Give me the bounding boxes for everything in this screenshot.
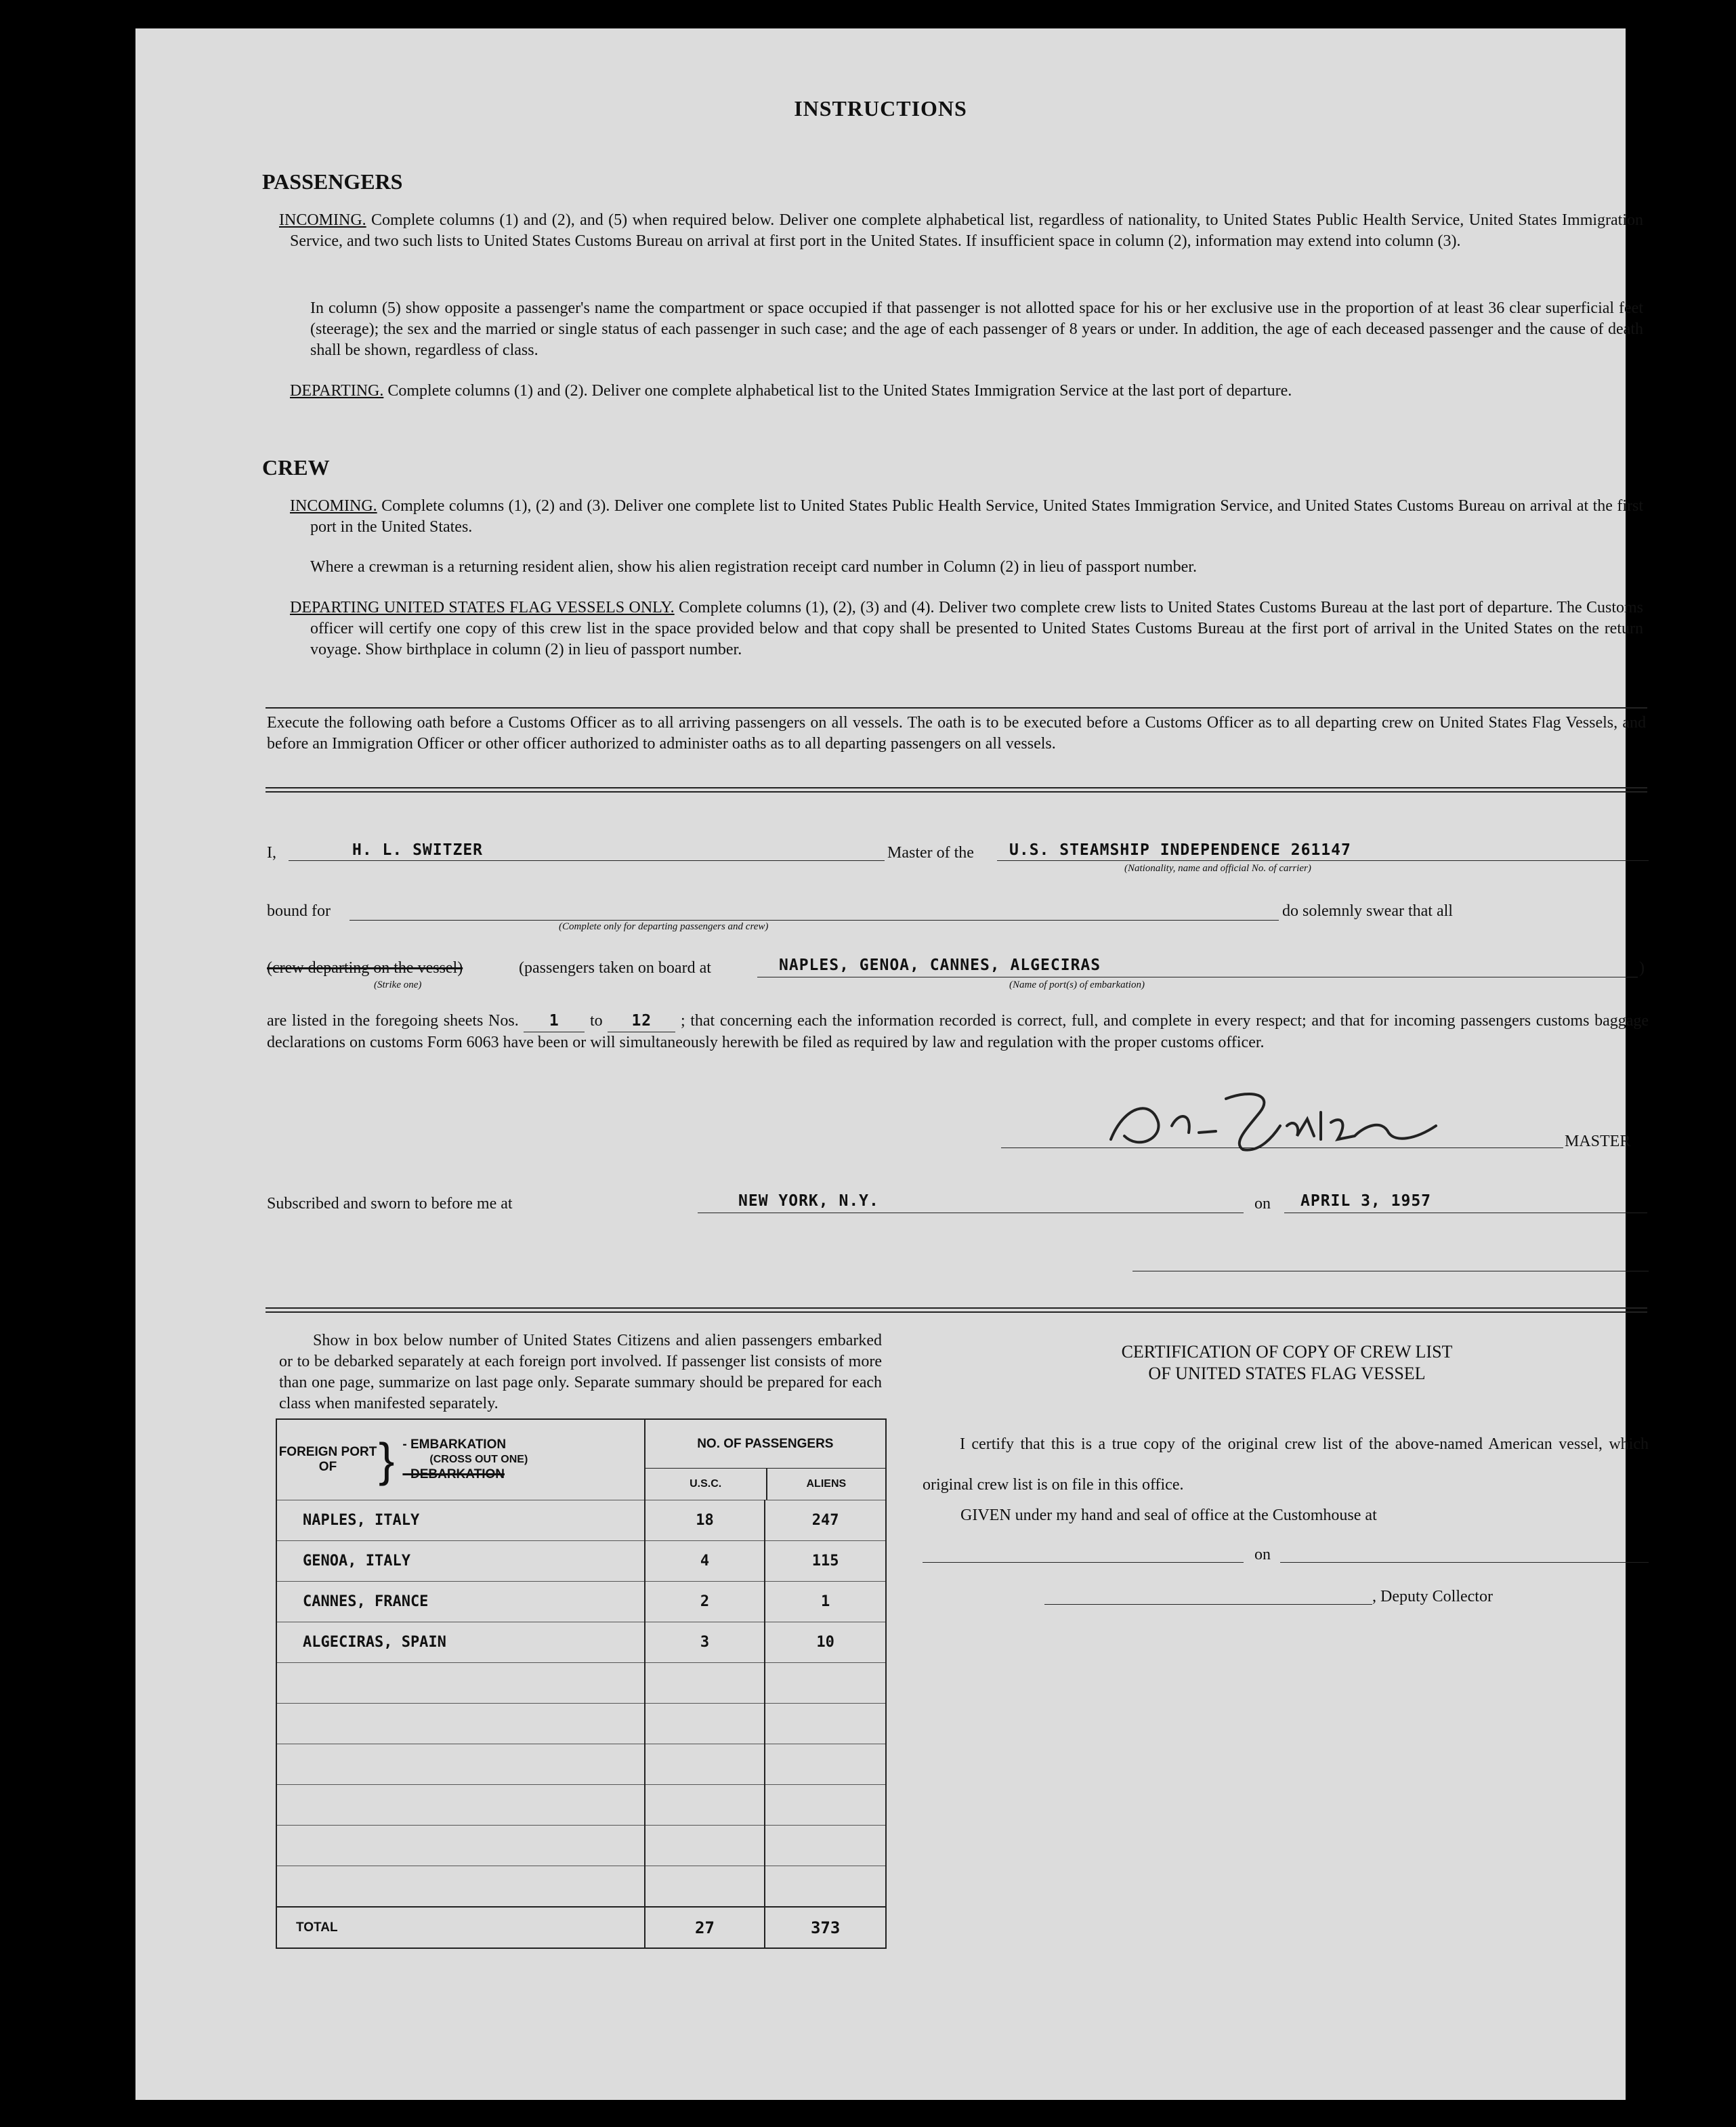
to-label: to [589, 1012, 603, 1030]
summary-instructions: Show in box below number of United States Citizens and alien passengers embarked or to be debarked separately at each foreign port involved. If passenger list consists of more than one page, summarize on last page only. Separate summary should be prepared for each class when manifested separately. [279, 1332, 882, 1412]
foreign-port-header [276, 1419, 645, 1500]
vessel-caption: (Nationality, name and official No. of carrier) [1124, 863, 1311, 874]
passengers-taken-label: (passengers taken on board at [519, 959, 711, 977]
usc-cell[interactable]: 2 [645, 1582, 765, 1622]
passengers-incoming-text: Complete columns (1) and (2), and (5) when required below. Deliver one complete alphabetical list, regardless of nationality, to United States Public Health Service, United States Immigration Service, and two such lists to United States Customs Bureau on arrival at first port in the United States. If insufficient space in column (2), information may extend into column (3). [290, 211, 1644, 250]
master-signature [1097, 1085, 1504, 1160]
aliens-cell[interactable]: 10 [765, 1622, 886, 1663]
usc-cell[interactable]: 3 [645, 1622, 765, 1663]
table-row [276, 1582, 886, 1622]
vessel-field[interactable]: U.S. STEAMSHIP INDEPENDENCE 261147 [1009, 841, 1351, 859]
port-cell[interactable]: NAPLES, ITALY [276, 1500, 645, 1541]
master-name-line [289, 860, 885, 861]
deputy-signature-line[interactable] [1044, 1604, 1372, 1605]
date-field[interactable]: APRIL 3, 1957 [1300, 1192, 1432, 1210]
usc-cell[interactable] [645, 1704, 765, 1744]
table-row [276, 1866, 886, 1908]
passengers-heading: PASSENGERS [262, 169, 403, 194]
table-row [276, 1826, 886, 1866]
port-cell[interactable] [276, 1866, 645, 1908]
table-row [276, 1744, 886, 1785]
table-row [276, 1704, 886, 1744]
certification-title [1016, 1341, 1558, 1385]
bound-for-caption: (Complete only for departing passengers and crew) [559, 921, 769, 932]
crew-departing-paragraph [290, 597, 1644, 660]
place-field[interactable]: NEW YORK, N.Y. [738, 1192, 879, 1210]
summary-header-row [276, 1419, 886, 1500]
passengers-departing-label: DEPARTING. [290, 382, 384, 400]
oath-intro-paragraph: Execute the following oath before a Customs Officer as to all arriving passengers on all vessels. The oath is to be executed before a Customs Officer as to all departing crew on United States Flag Vessels, and before an Immigration Officer or other officer authorized to administer oaths as to all departing passengers on all vessels. [267, 714, 1646, 753]
listed-paragraph [267, 1011, 1649, 1053]
certification-title-line1: CERTIFICATION OF COPY OF CREW LIST [1121, 1342, 1453, 1362]
close-paren: ) [1639, 959, 1645, 977]
sheet-to-field[interactable]: 12 [608, 1011, 675, 1032]
cross-out-note: (CROSS OUT ONE) [429, 1454, 528, 1465]
aliens-cell[interactable] [765, 1866, 886, 1908]
crew-departing-text: Complete columns (1), (2), (3) and (4). Deliver two complete crew lists to United States Customs Bureau at the last port of departure. The Customs officer will certify one copy of this crew list in the space provided below and that copy shall be presented to United States Customs Bureau at the first port of arrival in the United States on the return voyage. Show birthplace in column (2) in lieu of passport number. [310, 599, 1644, 658]
sheet-from-field[interactable]: 1 [524, 1011, 585, 1032]
vessel-line [997, 860, 1649, 861]
on-label: on [1254, 1195, 1271, 1213]
embarkation-option: - EMBARKATION [402, 1437, 507, 1452]
port-cell[interactable] [276, 1785, 645, 1826]
port-cell[interactable] [276, 1704, 645, 1744]
table-row [276, 1622, 886, 1663]
form-page [135, 28, 1649, 2100]
port-cell[interactable] [276, 1663, 645, 1704]
divider [266, 707, 1647, 709]
aliens-cell[interactable]: 247 [765, 1500, 886, 1541]
double-divider [266, 787, 1647, 793]
crew-incoming-label: INCOMING. [290, 497, 377, 515]
total-aliens[interactable]: 373 [765, 1907, 886, 1948]
port-cell[interactable]: ALGECIRAS, SPAIN [276, 1622, 645, 1663]
page-title: INSTRUCTIONS [794, 96, 967, 121]
cert-on-label: on [1254, 1546, 1271, 1563]
aliens-cell[interactable] [765, 1663, 886, 1704]
cert-date-line[interactable] [1280, 1562, 1649, 1563]
usc-cell[interactable] [645, 1826, 765, 1866]
port-cell[interactable] [276, 1826, 645, 1866]
strike-option-crew: (crew departing on the vessel) [267, 959, 463, 977]
aliens-cell[interactable] [765, 1704, 886, 1744]
usc-cell[interactable]: 18 [645, 1500, 765, 1541]
aliens-cell[interactable] [765, 1785, 886, 1826]
strike-caption: (Strike one) [374, 980, 422, 990]
passengers-incoming-label: INCOMING. [279, 211, 366, 229]
total-row [276, 1907, 886, 1948]
passengers-departing-paragraph [290, 381, 1643, 402]
total-usc[interactable]: 27 [645, 1907, 765, 1948]
deputy-collector-label: , Deputy Collector [1372, 1588, 1493, 1605]
aliens-cell[interactable]: 115 [765, 1541, 886, 1582]
crew-heading: CREW [262, 455, 330, 480]
aliens-header: ALIENS [806, 1477, 847, 1490]
port-cell[interactable]: CANNES, FRANCE [276, 1582, 645, 1622]
usc-cell[interactable] [645, 1744, 765, 1785]
subscribed-label: Subscribed and sworn to before me at [267, 1195, 513, 1213]
listed-text: ; that concerning each the information recorded is correct, full, and complete in every respect; and that for incoming passengers customs baggage declarations on customs Form 6063 have been or will simultaneously herewith be filed as required by law and regulation with the proper customs officer. [267, 1012, 1649, 1051]
crew-departing-label: DEPARTING UNITED STATES FLAG VESSELS ONLY. [290, 599, 675, 616]
ports-field[interactable]: NAPLES, GENOA, CANNES, ALGECIRAS [779, 956, 1101, 974]
usc-cell[interactable] [645, 1785, 765, 1826]
aliens-cell[interactable] [765, 1826, 886, 1866]
oath-i-label: I, [267, 844, 276, 862]
brace: } [379, 1433, 395, 1486]
master-label: MASTER [1565, 1133, 1631, 1150]
total-label: TOTAL [276, 1907, 645, 1948]
debarkation-option: - DEBARKATION [402, 1467, 505, 1481]
crew-incoming-paragraph [290, 496, 1644, 538]
given-text: GIVEN under my hand and seal of office at the Customhouse at [960, 1507, 1377, 1524]
port-cell[interactable]: GENOA, ITALY [276, 1541, 645, 1582]
passengers-departing-text: Complete columns (1) and (2). Deliver one complete alphabetical list to the United States Immigration Service at the last port of departure. [387, 382, 1292, 400]
master-of-label: Master of the [887, 844, 974, 862]
aliens-cell[interactable] [765, 1744, 886, 1785]
listed-label: are listed in the foregoing sheets Nos. [267, 1012, 519, 1030]
no-of-passengers-label: NO. OF PASSENGERS [645, 1420, 885, 1469]
double-divider-2 [266, 1307, 1647, 1313]
passengers-header [645, 1419, 886, 1500]
port-cell[interactable] [276, 1744, 645, 1785]
bound-for-label: bound for [267, 902, 331, 920]
ports-caption: (Name of port(s) of embarkation) [1009, 980, 1145, 990]
crew-resident-paragraph: Where a crewman is a returning resident alien, show his alien registration receipt card number in Column (2) in lieu of passport number. [310, 558, 1197, 576]
table-row [276, 1663, 886, 1704]
crew-incoming-text: Complete columns (1), (2) and (3). Deliver one complete list to United States Public Health Service, United States Immigration Service, and United States Customs Bureau on arrival at the first port in the United States. [310, 497, 1644, 536]
usc-header: U.S.C. [645, 1469, 767, 1500]
certify-paragraph: I certify that this is a true copy of the original crew list of the above-named American vessel, which original crew list is on file in this office. [923, 1435, 1649, 1494]
table-row [276, 1500, 886, 1541]
usc-cell[interactable] [645, 1866, 765, 1908]
passengers-incoming-paragraph [279, 210, 1644, 252]
table-row [276, 1785, 886, 1826]
swear-label: do solemnly swear that all [1282, 902, 1453, 920]
foreign-port-label: FOREIGN PORT OF [278, 1445, 377, 1474]
usc-cell[interactable] [645, 1663, 765, 1704]
certification-title-line2: OF UNITED STATES FLAG VESSEL [1148, 1364, 1426, 1383]
bound-for-line[interactable] [350, 920, 1279, 921]
usc-cell[interactable]: 4 [645, 1541, 765, 1582]
passenger-summary-table [276, 1418, 887, 1949]
passengers-column5-paragraph: In column (5) show opposite a passenger's name the compartment or space occupied if that passenger is not allotted space for his or her exclusive use in the proportion of at least 36 clear superficial feet (steerage); the sex and the married or single status of each passenger in such case; and the age of each passenger of 8 years or under. In addition, the age of each deceased passenger and the cause of death shall be shown, regardless of class. [310, 299, 1643, 359]
customhouse-line[interactable] [923, 1562, 1244, 1563]
master-name-field[interactable]: H. L. SWITZER [352, 841, 484, 859]
aliens-cell[interactable]: 1 [765, 1582, 886, 1622]
table-row [276, 1541, 886, 1582]
